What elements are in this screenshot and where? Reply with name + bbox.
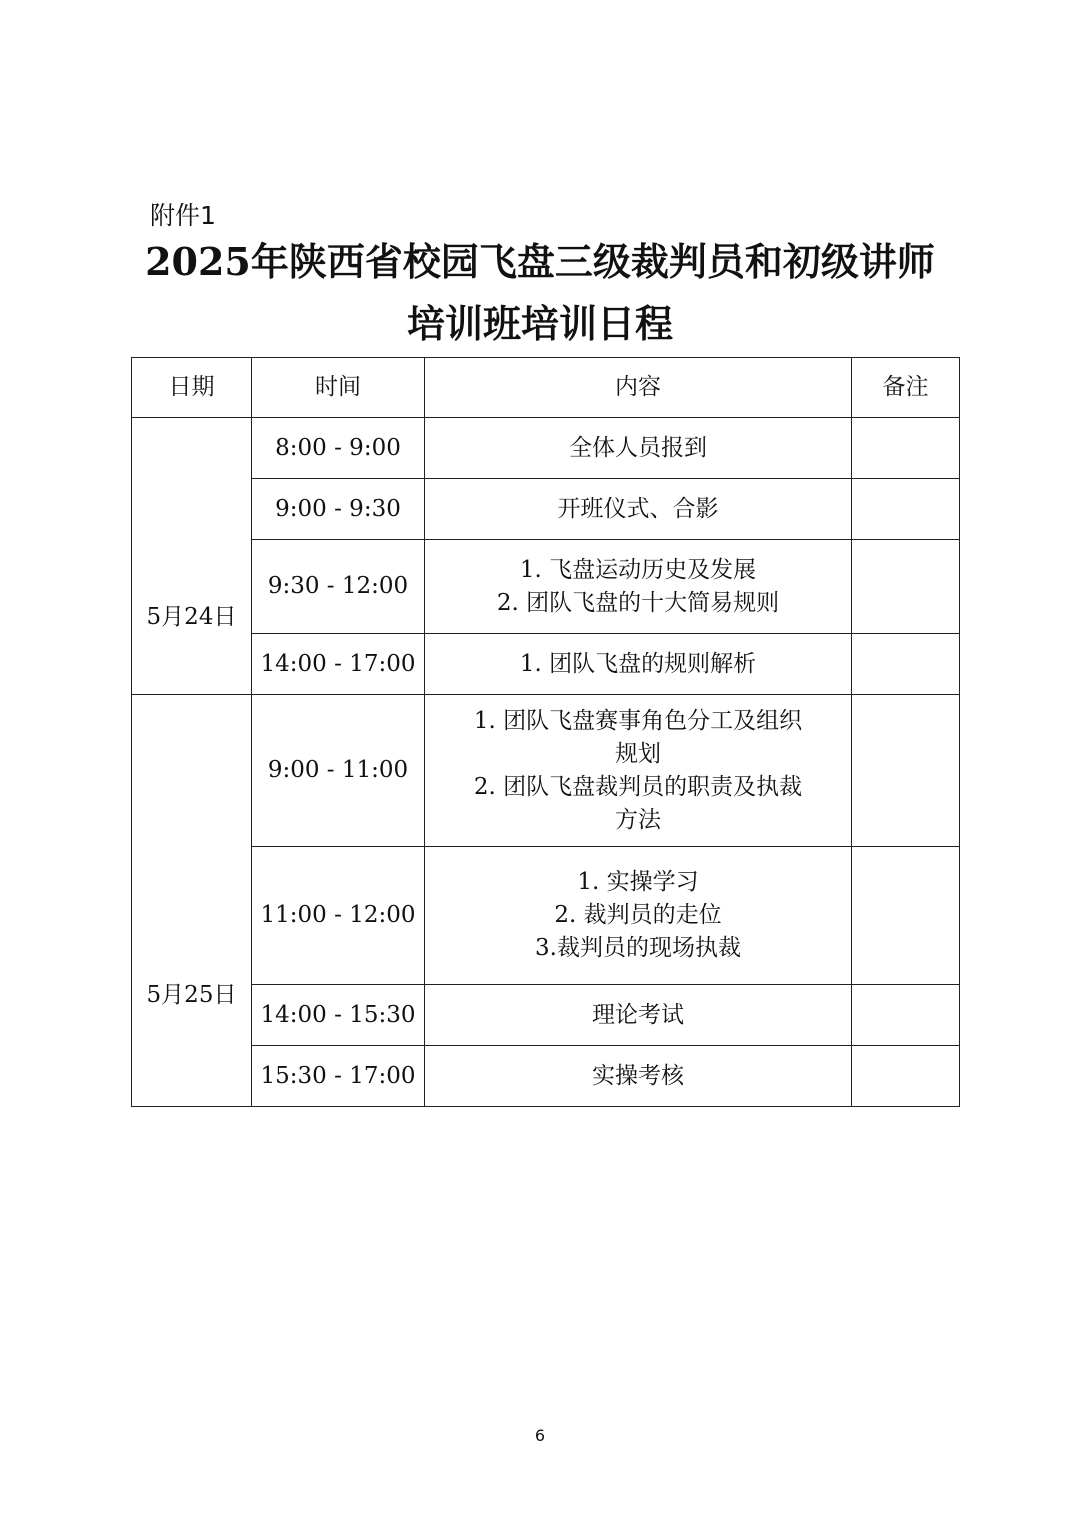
time-cell: 14:00 - 15:30 bbox=[252, 985, 425, 1046]
content-line: 2. 团队飞盘裁判员的职责及执裁 bbox=[473, 773, 803, 800]
attachment-label: 附件1 bbox=[150, 201, 216, 230]
note-cell bbox=[852, 695, 960, 847]
header-time: 时间 bbox=[252, 358, 425, 418]
time-cell: 9:00 - 9:30 bbox=[252, 479, 425, 540]
content-cell bbox=[425, 634, 852, 695]
content-cell bbox=[425, 695, 852, 847]
content-line: 理论考试 bbox=[592, 1001, 684, 1028]
table-row bbox=[132, 540, 960, 634]
note-cell bbox=[852, 634, 960, 695]
document-title-line-2: 培训班培训日程 bbox=[406, 301, 673, 346]
note-cell bbox=[852, 418, 960, 479]
date-cell: 5月25日 bbox=[132, 695, 252, 1107]
time-cell: 9:30 - 12:00 bbox=[252, 540, 425, 634]
content-cell bbox=[425, 418, 852, 479]
content-line: 规划 bbox=[615, 740, 661, 767]
header-content: 内容 bbox=[425, 358, 852, 418]
date-cell: 5月24日 bbox=[132, 418, 252, 695]
document-title-line-1: 2025年陕西省校园飞盘三级裁判员和初级讲师 bbox=[145, 239, 935, 284]
note-cell bbox=[852, 540, 960, 634]
table-header-row bbox=[132, 358, 960, 418]
content-line: 方法 bbox=[615, 806, 661, 833]
content-line: 2. 裁判员的走位 bbox=[554, 902, 722, 928]
header-note: 备注 bbox=[852, 358, 960, 418]
content-line: 1. 团队飞盘赛事角色分工及组织 bbox=[473, 707, 803, 734]
content-cell bbox=[425, 1046, 852, 1107]
content-line: 1. 飞盘运动历史及发展 bbox=[519, 556, 757, 583]
content-cell bbox=[425, 479, 852, 540]
content-cell bbox=[425, 985, 852, 1046]
table-row bbox=[132, 985, 960, 1046]
note-cell bbox=[852, 985, 960, 1046]
header-date: 日期 bbox=[132, 358, 252, 418]
note-cell bbox=[852, 479, 960, 540]
time-cell: 11:00 - 12:00 bbox=[252, 847, 425, 985]
table-row bbox=[132, 418, 960, 479]
content-cell bbox=[425, 540, 852, 634]
content-line: 全体人员报到 bbox=[569, 434, 707, 461]
time-cell: 14:00 - 17:00 bbox=[252, 634, 425, 695]
content-line: 开班仪式、合影 bbox=[557, 495, 719, 522]
note-cell bbox=[852, 1046, 960, 1107]
time-cell: 9:00 - 11:00 bbox=[252, 695, 425, 847]
content-line: 3.裁判员的现场执裁 bbox=[535, 935, 741, 961]
content-line: 2. 团队飞盘的十大简易规则 bbox=[496, 589, 780, 616]
table-row bbox=[132, 695, 960, 847]
table-row bbox=[132, 1046, 960, 1107]
note-cell bbox=[852, 847, 960, 985]
content-line: 实操考核 bbox=[592, 1062, 684, 1089]
content-cell bbox=[425, 847, 852, 985]
table-row bbox=[132, 634, 960, 695]
table-row bbox=[132, 479, 960, 540]
content-line: 1. 实操学习 bbox=[577, 869, 699, 895]
content-line: 1. 团队飞盘的规则解析 bbox=[519, 650, 757, 677]
time-cell: 8:00 - 9:00 bbox=[252, 418, 425, 479]
table-row bbox=[132, 847, 960, 985]
time-cell: 15:30 - 17:00 bbox=[252, 1046, 425, 1107]
page-number: 6 bbox=[534, 1426, 546, 1445]
schedule-table bbox=[131, 357, 960, 1107]
